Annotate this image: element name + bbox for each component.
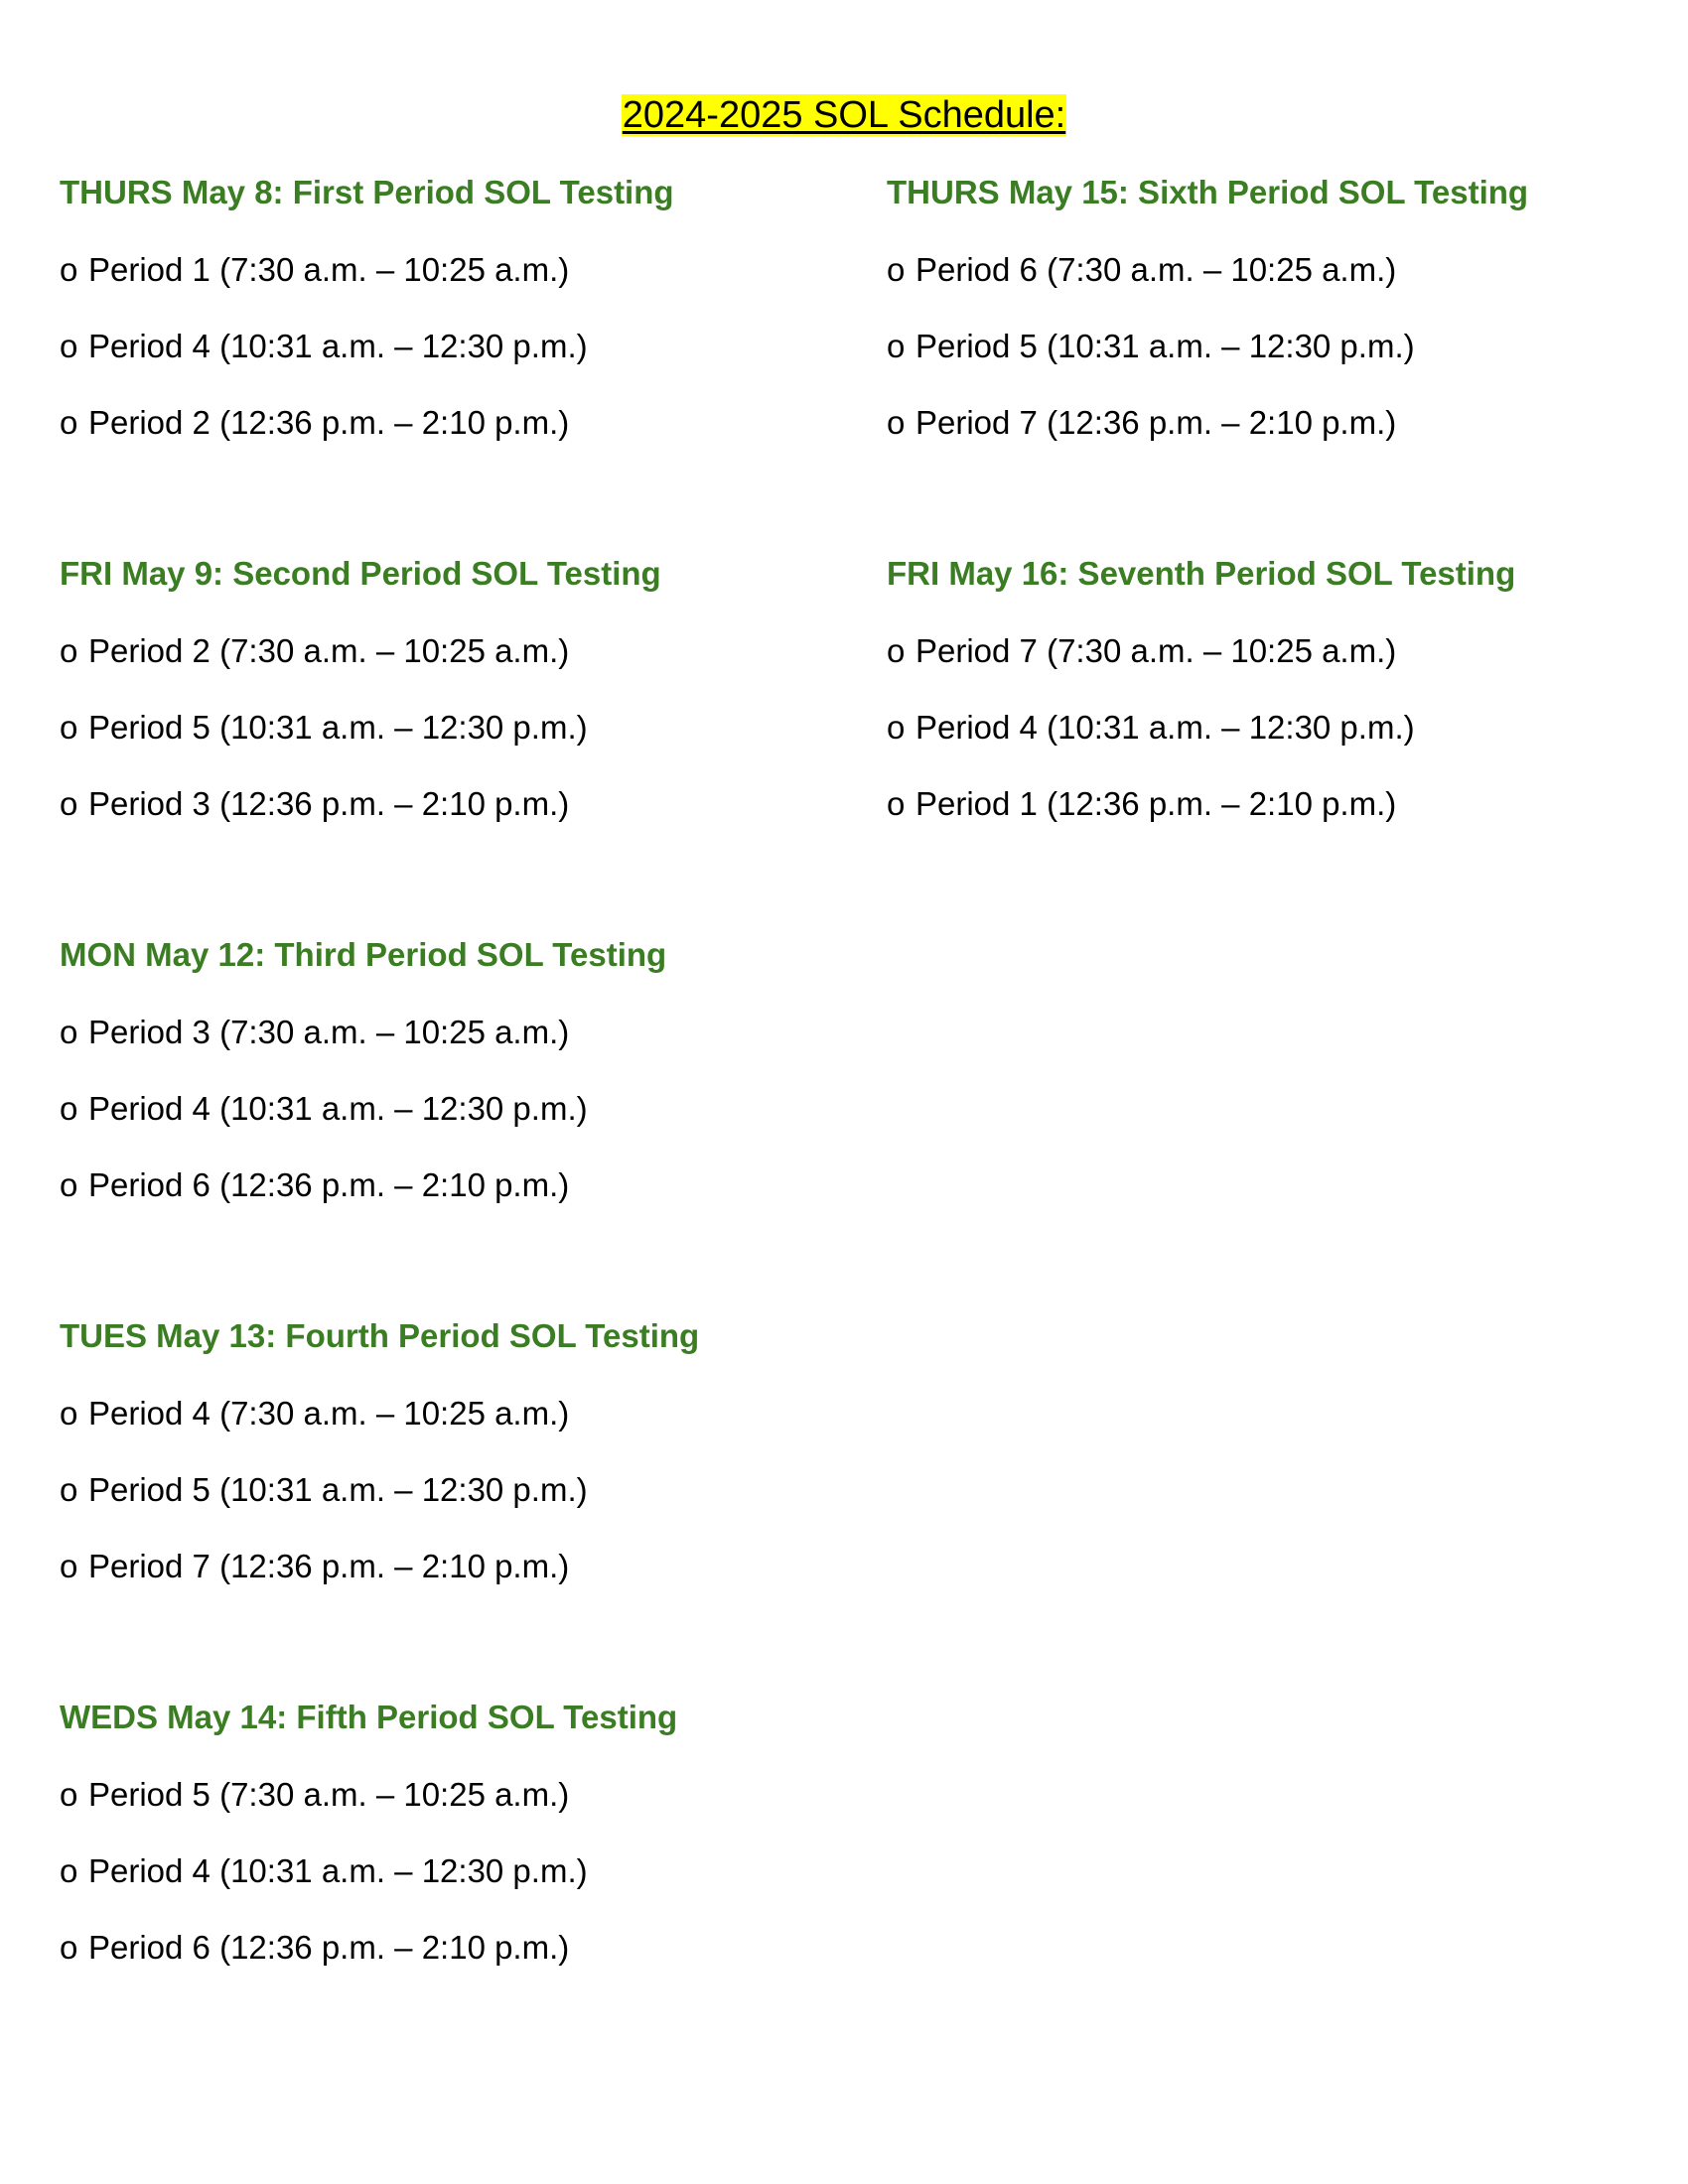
period-text: Period 5 (10:31 a.m. – 12:30 p.m.) bbox=[88, 1471, 588, 1508]
day-block-may-9 bbox=[60, 552, 874, 826]
period-text: Period 7 (7:30 a.m. – 10:25 a.m.) bbox=[915, 632, 1397, 669]
bullet-icon: o bbox=[60, 709, 78, 746]
period-list bbox=[60, 629, 874, 826]
bullet-icon: o bbox=[60, 1471, 78, 1508]
period-text: Period 6 (12:36 p.m. – 2:10 p.m.) bbox=[88, 1166, 570, 1203]
bullet-icon: o bbox=[887, 404, 906, 441]
period-item bbox=[60, 629, 874, 673]
period-item bbox=[60, 1849, 874, 1893]
day-heading: THURS May 15: Sixth Period SOL Testing bbox=[887, 174, 1529, 210]
page-title-text: 2024-2025 SOL Schedule: bbox=[622, 94, 1066, 136]
period-text: Period 5 (7:30 a.m. – 10:25 a.m.) bbox=[88, 1776, 570, 1813]
period-list bbox=[60, 1773, 874, 1970]
day-heading: FRI May 16: Seventh Period SOL Testing bbox=[887, 555, 1516, 592]
period-item bbox=[60, 706, 874, 750]
period-item bbox=[887, 401, 1688, 445]
period-item bbox=[60, 1926, 874, 1970]
bullet-icon: o bbox=[887, 785, 906, 822]
period-text: Period 2 (7:30 a.m. – 10:25 a.m.) bbox=[88, 632, 570, 669]
period-text: Period 3 (7:30 a.m. – 10:25 a.m.) bbox=[88, 1014, 570, 1050]
bullet-icon: o bbox=[887, 328, 906, 364]
period-text: Period 7 (12:36 p.m. – 2:10 p.m.) bbox=[915, 404, 1397, 441]
day-heading: THURS May 8: First Period SOL Testing bbox=[60, 174, 674, 210]
bullet-icon: o bbox=[60, 1852, 78, 1889]
period-text: Period 2 (12:36 p.m. – 2:10 p.m.) bbox=[88, 404, 570, 441]
day-heading: MON May 12: Third Period SOL Testing bbox=[60, 936, 667, 973]
period-text: Period 6 (12:36 p.m. – 2:10 p.m.) bbox=[88, 1929, 570, 1966]
period-item bbox=[887, 782, 1688, 826]
page-title bbox=[0, 89, 1688, 141]
bullet-icon: o bbox=[887, 251, 906, 288]
bullet-icon: o bbox=[60, 1395, 78, 1432]
day-heading: FRI May 9: Second Period SOL Testing bbox=[60, 555, 661, 592]
period-item bbox=[887, 248, 1688, 292]
day-block-may-8 bbox=[60, 171, 874, 445]
bullet-icon: o bbox=[60, 632, 78, 669]
period-item bbox=[60, 1545, 874, 1588]
day-heading: TUES May 13: Fourth Period SOL Testing bbox=[60, 1317, 700, 1354]
period-list bbox=[60, 1392, 874, 1588]
bullet-icon: o bbox=[60, 328, 78, 364]
day-block-may-13 bbox=[60, 1314, 874, 1588]
bullet-icon: o bbox=[60, 1014, 78, 1050]
period-text: Period 7 (12:36 p.m. – 2:10 p.m.) bbox=[88, 1548, 570, 1584]
day-heading: WEDS May 14: Fifth Period SOL Testing bbox=[60, 1699, 678, 1735]
period-text: Period 6 (7:30 a.m. – 10:25 a.m.) bbox=[915, 251, 1397, 288]
period-item bbox=[887, 629, 1688, 673]
period-item bbox=[60, 1087, 874, 1131]
bullet-icon: o bbox=[887, 632, 906, 669]
period-text: Period 4 (10:31 a.m. – 12:30 p.m.) bbox=[88, 1852, 588, 1889]
bullet-icon: o bbox=[60, 1929, 78, 1966]
bullet-icon: o bbox=[60, 251, 78, 288]
bullet-icon: o bbox=[887, 709, 906, 746]
period-list bbox=[60, 248, 874, 445]
period-item bbox=[60, 248, 874, 292]
day-block-may-14 bbox=[60, 1696, 874, 1970]
period-item bbox=[60, 1163, 874, 1207]
bullet-icon: o bbox=[60, 1548, 78, 1584]
period-item bbox=[60, 782, 874, 826]
period-list bbox=[60, 1011, 874, 1207]
period-item bbox=[60, 1392, 874, 1435]
day-block-may-15 bbox=[887, 171, 1688, 445]
period-text: Period 4 (10:31 a.m. – 12:30 p.m.) bbox=[915, 709, 1415, 746]
period-list bbox=[887, 248, 1688, 445]
period-text: Period 4 (7:30 a.m. – 10:25 a.m.) bbox=[88, 1395, 570, 1432]
period-text: Period 3 (12:36 p.m. – 2:10 p.m.) bbox=[88, 785, 570, 822]
day-block-may-12 bbox=[60, 933, 874, 1207]
period-item bbox=[887, 706, 1688, 750]
bullet-icon: o bbox=[60, 1090, 78, 1127]
period-item bbox=[60, 1468, 874, 1512]
period-text: Period 4 (10:31 a.m. – 12:30 p.m.) bbox=[88, 328, 588, 364]
period-item bbox=[60, 1773, 874, 1817]
period-item bbox=[60, 325, 874, 368]
period-item bbox=[60, 1011, 874, 1054]
period-item bbox=[60, 401, 874, 445]
period-list bbox=[887, 629, 1688, 826]
period-item bbox=[887, 325, 1688, 368]
bullet-icon: o bbox=[60, 1776, 78, 1813]
bullet-icon: o bbox=[60, 1166, 78, 1203]
period-text: Period 1 (12:36 p.m. – 2:10 p.m.) bbox=[915, 785, 1397, 822]
bullet-icon: o bbox=[60, 404, 78, 441]
bullet-icon: o bbox=[60, 785, 78, 822]
period-text: Period 5 (10:31 a.m. – 12:30 p.m.) bbox=[88, 709, 588, 746]
period-text: Period 4 (10:31 a.m. – 12:30 p.m.) bbox=[88, 1090, 588, 1127]
period-text: Period 1 (7:30 a.m. – 10:25 a.m.) bbox=[88, 251, 570, 288]
period-text: Period 5 (10:31 a.m. – 12:30 p.m.) bbox=[915, 328, 1415, 364]
day-block-may-16 bbox=[887, 552, 1688, 826]
